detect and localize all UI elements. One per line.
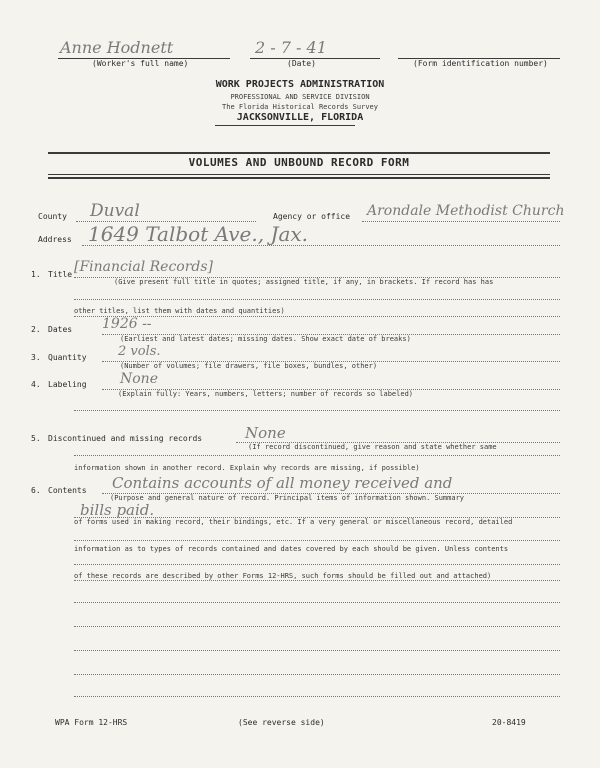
title-label: Title <box>48 270 73 279</box>
agency-survey: The Florida Historical Records Survey <box>222 103 378 111</box>
agency-line <box>362 221 560 222</box>
blank-line-3 <box>74 650 560 651</box>
blank-line-4 <box>74 674 560 675</box>
footer-code: 20-8419 <box>492 718 526 727</box>
discontinued-line-2 <box>74 455 560 456</box>
worker-name-label: (Worker's full name) <box>92 59 189 68</box>
dates-value: 1926 -- <box>102 316 152 332</box>
location-underline <box>215 125 355 126</box>
quantity-number: 3. <box>31 353 41 362</box>
worker-name-value: Anne Hodnett <box>60 38 174 57</box>
blank-line-5 <box>74 696 560 697</box>
contents-instruction-3: information as to types of records contained and dates covered by each should be given. Unless contents <box>74 545 509 553</box>
blank-line-2 <box>74 626 560 627</box>
agency-division: PROFESSIONAL AND SERVICE DIVISION <box>230 93 370 101</box>
contents-instruction-4: of these records are described by other Forms 12-HRS, such forms should be filled out and attached) <box>74 572 492 580</box>
county-label: County <box>38 212 67 221</box>
title-rule-bottom-1 <box>48 174 550 175</box>
labeling-label: Labeling <box>48 380 87 389</box>
quantity-label: Quantity <box>48 353 87 362</box>
contents-value-2: bills paid. <box>80 501 155 519</box>
contents-instruction-2: of forms used in making record, their bindings, etc. If a very general or miscellaneous record, detailed <box>74 518 513 526</box>
quantity-instruction: (Number of volumes; file drawers, file boxes, bundles, other) <box>120 362 378 370</box>
title-rule-bottom-2 <box>48 177 550 179</box>
county-value: Duval <box>90 201 140 221</box>
dates-instruction: (Earliest and latest dates; missing dates. Show exact date of breaks) <box>120 335 411 343</box>
blank-line-1 <box>74 602 560 603</box>
form-title: VOLUMES AND UNBOUND RECORD FORM <box>188 156 410 169</box>
contents-label: Contents <box>48 486 87 495</box>
address-line <box>82 245 560 246</box>
discontinued-label: Discontinued and missing records <box>48 434 203 443</box>
title-instruction-2: other titles, list them with dates and quantities) <box>74 307 285 315</box>
address-label: Address <box>38 235 72 244</box>
agency-value: Arondale Methodist Church <box>367 203 565 219</box>
dates-label: Dates <box>48 325 73 334</box>
address-value: 1649 Talbot Ave., Jax. <box>88 222 309 246</box>
form-id-label: (Form identification number) <box>413 59 548 68</box>
quantity-value: 2 vols. <box>118 344 161 359</box>
labeling-value: None <box>120 371 158 387</box>
dates-number: 2. <box>31 325 41 334</box>
contents-line-5 <box>74 580 560 581</box>
footer-form-number: WPA Form 12-HRS <box>55 718 128 727</box>
labeling-line-2 <box>74 410 560 411</box>
contents-line-3 <box>74 540 560 541</box>
contents-value-1: Contains accounts of all money received and <box>112 474 453 492</box>
discontinued-value: None <box>245 424 286 442</box>
agency-location: JACKSONVILLE, FLORIDA <box>236 112 364 123</box>
title-value: [Financial Records] <box>74 259 214 275</box>
labeling-number: 4. <box>31 380 41 389</box>
labeling-instruction: (Explain fully: Years, numbers, letters; number of records so labeled) <box>118 390 414 398</box>
discontinued-number: 5. <box>31 434 41 443</box>
discontinued-instruction-1: (If record discontinued, give reason and state whether same <box>248 443 497 451</box>
contents-instruction-1: (Purpose and general nature of record. Principal items of information shown. Summary <box>110 494 465 502</box>
contents-number: 6. <box>31 486 41 495</box>
title-instruction-1: (Give present full title in quotes; assigned title, if any, in brackets. If record has has <box>114 278 494 286</box>
date-label: (Date) <box>287 59 316 68</box>
contents-line-4 <box>74 564 560 565</box>
agency-title: WORK PROJECTS ADMINISTRATION <box>215 79 385 90</box>
title-line-2 <box>74 299 560 300</box>
date-value: 2 - 7 - 41 <box>255 38 327 57</box>
discontinued-instruction-2: information shown in another record. Explain why records are missing, if possible) <box>74 464 420 472</box>
agency-label: Agency or office <box>273 212 351 221</box>
title-number: 1. <box>31 270 41 279</box>
footer-reverse: (See reverse side) <box>238 718 325 727</box>
title-rule-top <box>48 152 550 154</box>
